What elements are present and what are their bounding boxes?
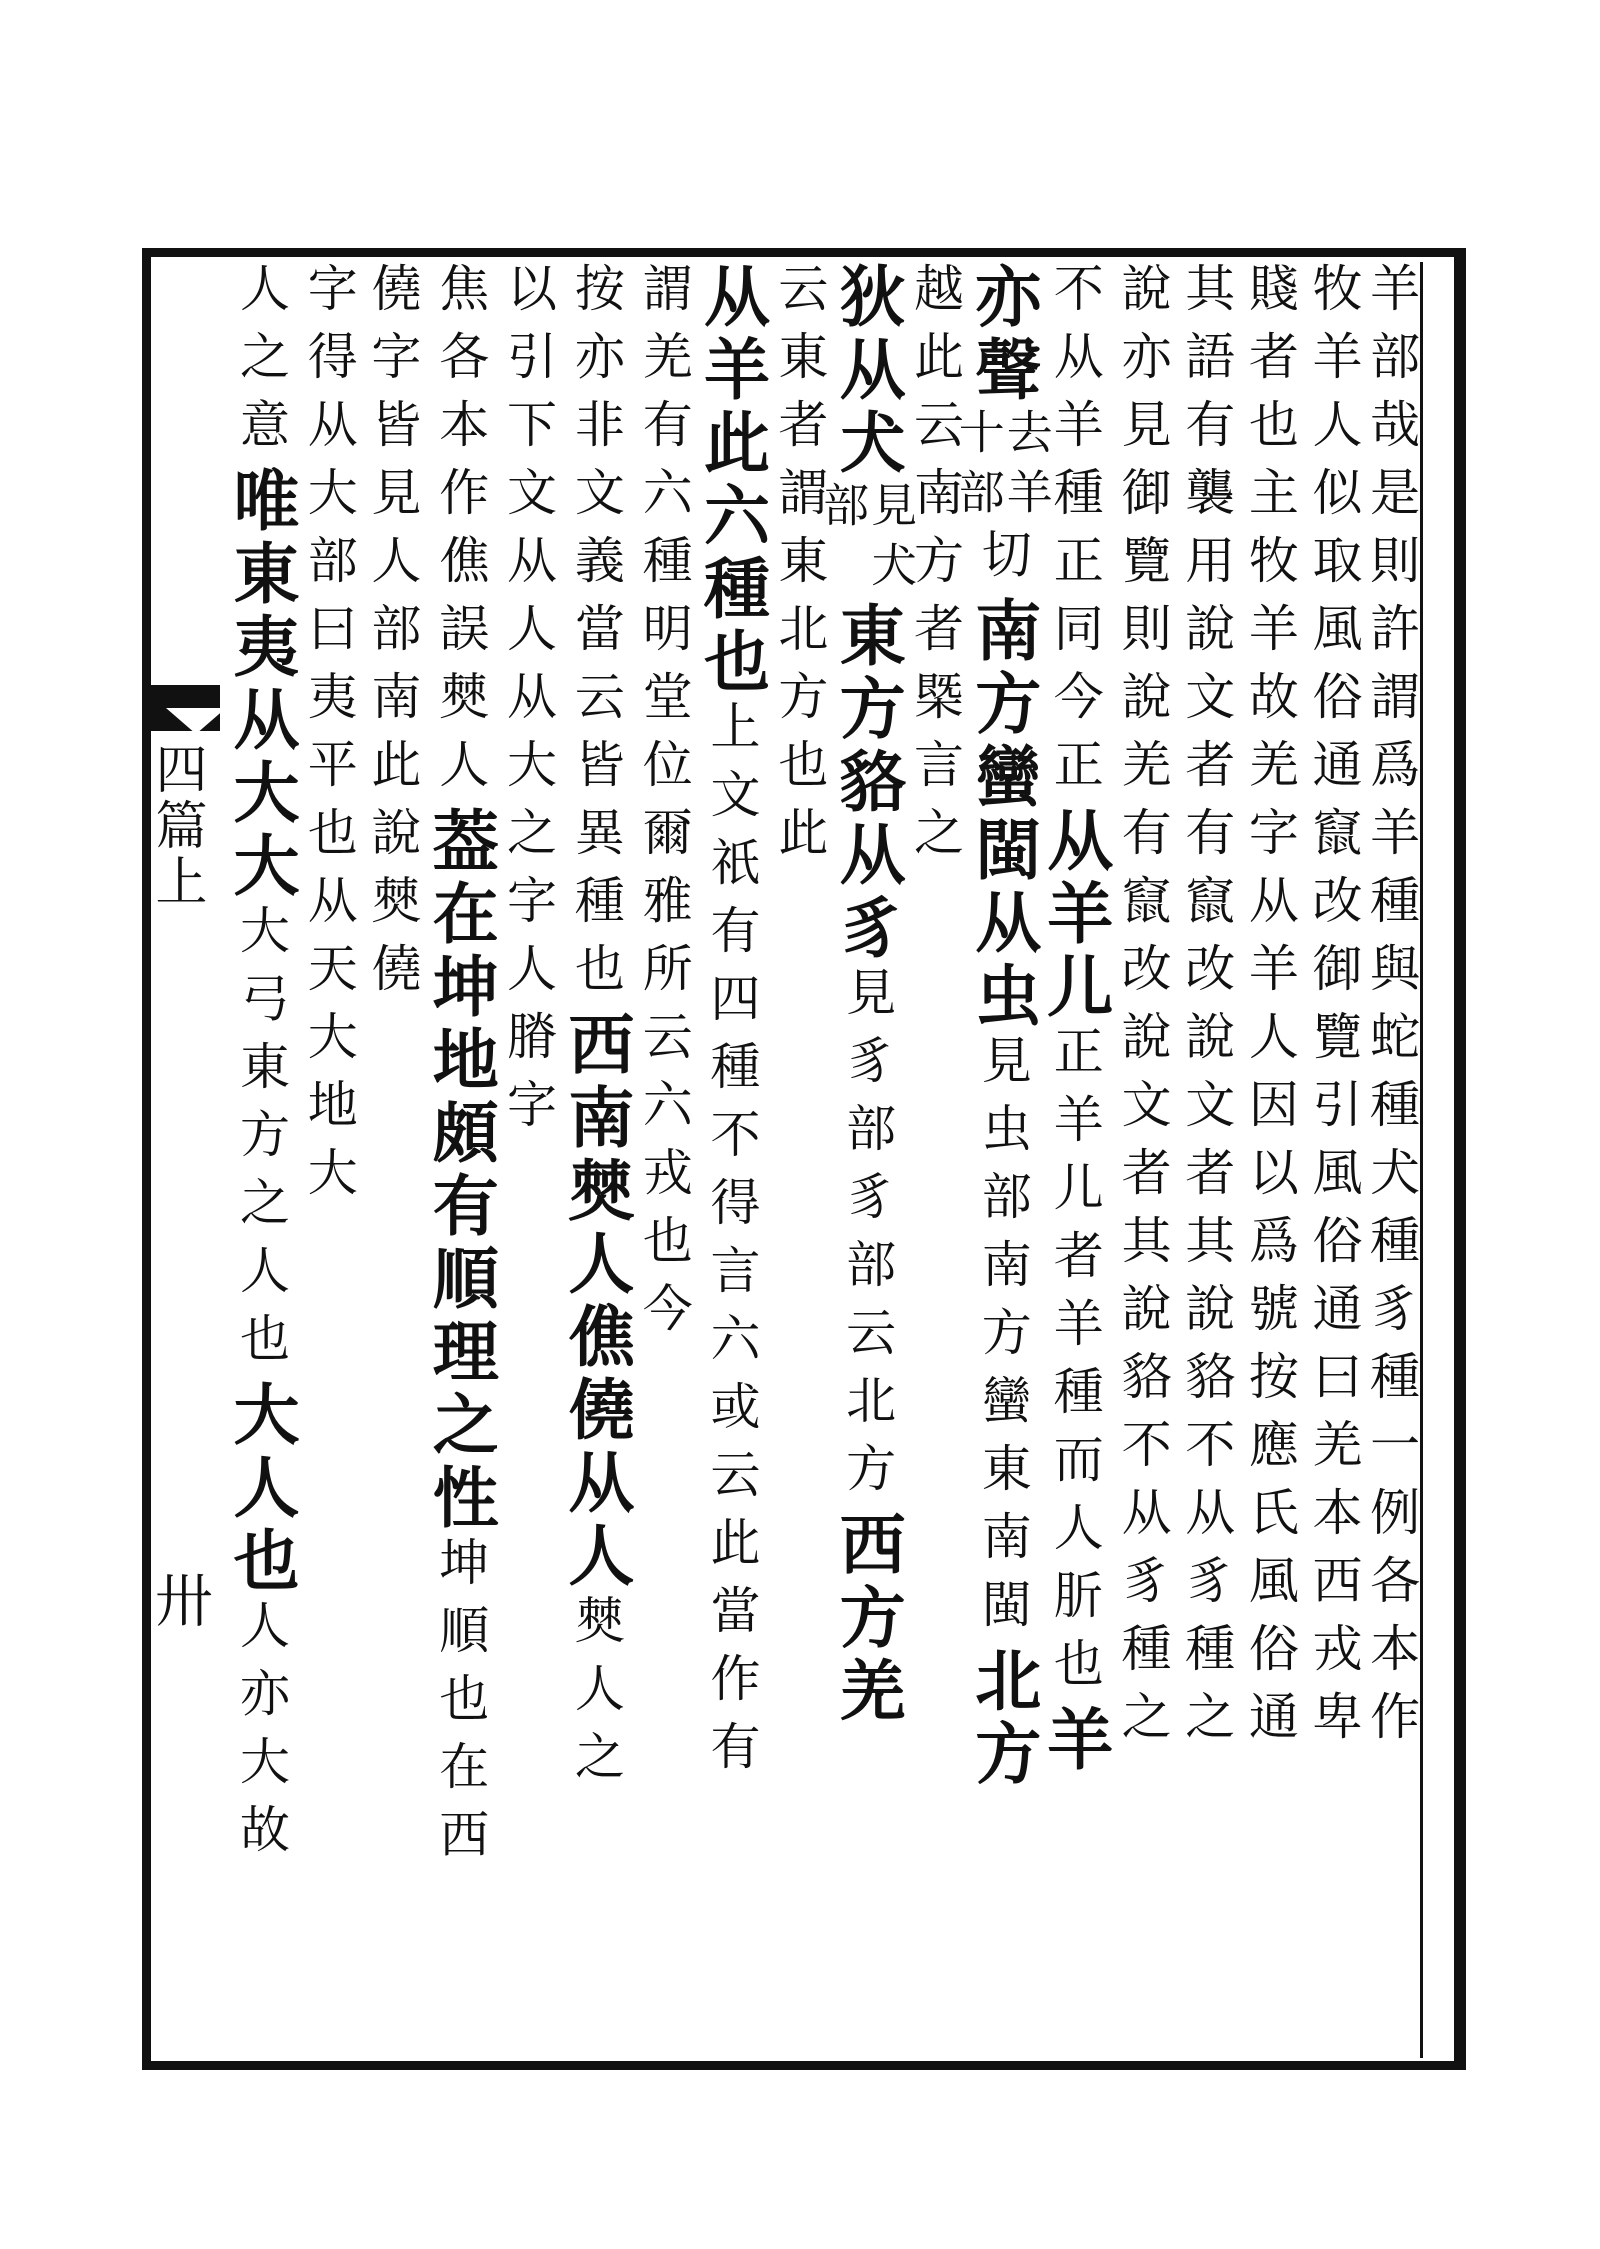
commentary-run: 謂羌有六種明堂位爾雅所云六戎也今 <box>634 262 693 1350</box>
text-column <box>1305 262 1363 2058</box>
main-text-run: 葢在坤地頗有順理之性 <box>421 806 500 1536</box>
text-column <box>300 262 358 2058</box>
text-column <box>556 262 635 2058</box>
commentary-run: 人膌字 <box>499 942 558 1146</box>
text-column <box>1177 262 1235 2058</box>
fish-tail-notch <box>166 708 226 734</box>
commentary-run: 切 <box>973 528 1032 596</box>
commentary-run: 僥字皆見人部 <box>363 262 422 670</box>
text-column <box>1241 262 1299 2058</box>
text-column <box>364 262 422 2058</box>
commentary-run: 正羊儿者羊種而人肵也 <box>1045 1025 1104 1705</box>
commentary-run: 坤順也在西 <box>431 1536 490 1876</box>
main-text-run: 狄从犬 <box>828 262 907 481</box>
main-text-run: 南方蠻閩从虫 <box>963 596 1042 1034</box>
column-rule <box>1420 262 1423 2058</box>
main-text-run: 羊 <box>1035 1705 1114 1778</box>
main-text-run: 亦聲 <box>963 262 1042 408</box>
commentary-run: 見虫部南方蠻東南閩 <box>973 1034 1032 1646</box>
commentary-run: 南此說僰僥 <box>363 670 422 1010</box>
commentary-run: 羊部哉是則許謂爲羊種與蛇種犬種豸種一例各本作 <box>1362 262 1421 1758</box>
commentary-run: 大弓東方之人也 <box>231 904 290 1380</box>
main-text <box>222 262 1420 2062</box>
text-column <box>1362 262 1420 2058</box>
commentary-run: 人亦大故 <box>231 1599 290 1871</box>
commentary-run: 云東者謂東北方也此 <box>770 262 829 874</box>
note-line: 部 <box>816 481 871 541</box>
commentary-run: 僰人之 <box>566 1594 625 1798</box>
main-text-run: 从羊此六種也 <box>692 262 771 700</box>
text-column <box>421 262 500 2058</box>
commentary-run: 牧羊人似取風俗通竄改御覽引風俗通曰羌本西戎卑 <box>1304 262 1363 1758</box>
main-text-run: 从羊儿 <box>1035 806 1114 1025</box>
text-column <box>951 262 1054 2058</box>
note-line: 見犬 <box>864 481 919 601</box>
note-line: 去羊 <box>999 408 1054 528</box>
commentary-run: 焦各本作僬誤僰人 <box>431 262 490 806</box>
commentary-run: 大部曰夷平也从 <box>299 466 358 942</box>
main-text-run: 東方貉从豸 <box>828 601 907 966</box>
text-column <box>221 262 300 2058</box>
commentary-run: 其語有襲用說文者有竄改說文者其說貉不从豸種之 <box>1177 262 1236 1758</box>
note-line: 十部 <box>951 408 1006 528</box>
commentary-run: 字得从 <box>299 262 358 466</box>
commentary-run: 見豸部豸部云北方 <box>838 966 897 1510</box>
text-column <box>499 262 557 2058</box>
commentary-run: 上文祇有四種不得言六或云此當作有 <box>702 700 761 1788</box>
main-text-run: 西方羌 <box>828 1510 907 1729</box>
commentary-run: 不从羊種正同今正 <box>1045 262 1104 806</box>
margin-page-number: 卅 <box>145 1570 213 1628</box>
commentary-run: 以引下文从人从大之字 <box>499 262 558 942</box>
main-text-run: 唯東夷从大大 <box>221 466 300 904</box>
double-line-note <box>951 408 1054 528</box>
text-column <box>771 262 829 2058</box>
text-column <box>816 262 919 2058</box>
commentary-run: 越此云南方者槩言之 <box>905 262 964 874</box>
text-column <box>1114 262 1172 2058</box>
main-text-run: 北方 <box>963 1646 1042 1792</box>
text-column <box>635 262 693 2058</box>
commentary-run: 天大地大 <box>299 942 358 1214</box>
commentary-run: 人之意 <box>231 262 290 466</box>
margin-volume-title: 四篇上 <box>146 742 206 910</box>
text-column <box>692 262 771 2058</box>
commentary-run: 說亦見御覽則說羌有竄改說文者其說貉不从豸種之 <box>1113 262 1172 1758</box>
commentary-run: 賤者也主牧羊故羌字从羊人因以爲號按應氏風俗通 <box>1240 262 1299 1758</box>
main-text-run: 大人也 <box>221 1380 300 1599</box>
double-line-note <box>816 481 919 601</box>
main-text-run: 西南僰人僬僥从人 <box>556 1010 635 1594</box>
text-column <box>1035 262 1114 2058</box>
commentary-run: 按亦非文義當云皆異種也 <box>566 262 625 1010</box>
